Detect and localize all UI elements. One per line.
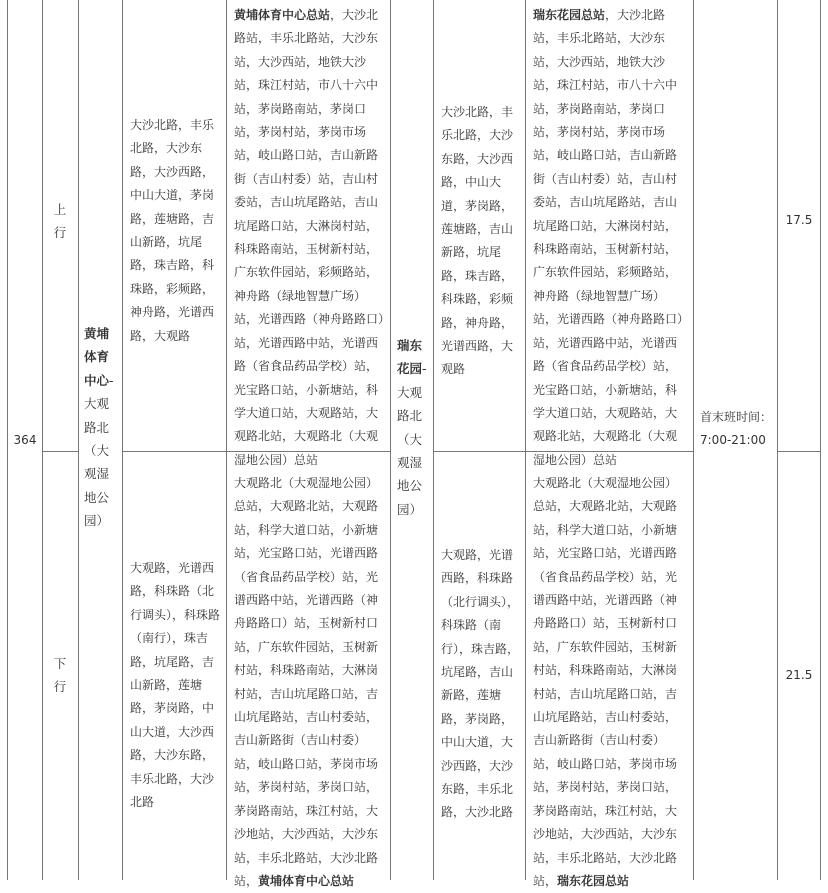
direction-label-down: 下行 (53, 656, 67, 695)
route-name-bold: 黄埔体育中心 (84, 326, 110, 388)
stops-down-b-tail: 瑞东花园总站 (557, 873, 630, 888)
stops-up-b-lead: 瑞东花园总站 (533, 8, 606, 22)
stops-up-a-lead: 黄埔体育中心总站 (234, 8, 331, 22)
stops-up-b (533, 4, 687, 472)
route-number: 364 (13, 433, 37, 447)
row-divider-left (42, 451, 78, 452)
grid-line (777, 0, 778, 880)
stops-down-a-tail: 黄埔体育中心总站 (258, 873, 355, 888)
stops-down-b (533, 472, 687, 893)
grid-line (390, 0, 391, 880)
roads-down-b: 大观路，光谱西路，科珠路（北行调头），科珠路（南行），珠吉路，坑尾路，吉山新路，莲塘路，茅岗路，中山大道，大沙西路，大沙东路，丰乐北路，大沙北路 (441, 548, 520, 820)
stops-up-a-text: ，大沙北路站，丰乐北路站，大沙东站，大沙西站，地铁大沙站，珠江村站，市八十六中站，茅岗路南站，茅岗口站，茅岗村站，茅岗市场站，岐山路口站，吉山新路街（吉山村委）站，吉山村委站，吉山坑尾路站，吉山坑尾路口站，大淋岗村站，科珠路南站，玉树新村站，广东软件园站，彩频路站，神舟路（绿地智慧广场）站，光谱西路（神舟路路口）站，光谱西路中站，光谱西路（省食品药品学校）站，光宝路口站，小新塘站，科学大道口站，大观路站，大观路北站，大观路北（大观湿地公园）总站 (234, 8, 385, 467)
grid-line (525, 0, 526, 880)
roads-up-b: 大沙北路，丰乐北路，大沙东路，大沙西路，中山大道，茅岗路，莲塘路，吉山新路，坑尾路，珠吉路，科珠路，彩频路，神舟路，光谱西路，大观路 (441, 105, 514, 377)
stops-down-a (234, 472, 384, 893)
alt-route-name-bold: 瑞东花园 (397, 338, 423, 377)
alt-route-name (397, 334, 429, 521)
roads-up-a: 大沙北路，丰乐北路，大沙东路，大沙西路，中山大道，茅岗路，莲塘路，吉山新路，坑尾路，珠吉路，科珠路，彩频路，神舟路，光谱西路，大观路 (130, 118, 215, 343)
grid-line (78, 0, 79, 880)
grid-line (693, 0, 694, 880)
grid-line (820, 0, 821, 880)
route-name (84, 322, 118, 533)
roads-down-a: 大观路，光谱西路，科珠路（北行调头），科珠路（南行），珠吉路，坑尾路，吉山新路，莲塘路，茅岗路，中山大道，大沙西路，大沙东路，丰乐北路，大沙北路 (130, 561, 221, 810)
service-hours: 首末班时间：7:00-21:00 (700, 410, 773, 448)
value-up: 17.5 (785, 213, 813, 227)
stops-down-b-text: 大观路北（大观湿地公园）总站，大观路北站，大观路站，科学大道口站，小新塘站，光宝路口站，光谱西路（省食品药品学校）站，光谱西路中站，光谱西路（神舟路路口）站，玉树新村口站，广东软件园站，玉树新村站，科珠路南站，大淋岗村站，吉山坑尾路口站，吉山坑尾路站，吉山村委站，吉山新路街（吉山村委）站，岐山路口站，茅岗市场站，茅岗村站，茅岗口站，茅岗路南站，珠江村站，大沙地站，大沙西站，大沙东站，丰乐北路站，大沙北路站， (533, 476, 678, 888)
stops-up-b-text: ，大沙北路站，丰乐北路站，大沙东站，大沙西站，地铁大沙站，珠江村站，市八十六中站，茅岗路南站，茅岗口站，茅岗村站，茅岗市场站，岐山路口站，吉山新路街（吉山村委）站，吉山村委站，吉山坑尾路站，吉山坑尾路口站，大淋岗村站，科珠路南站，玉树新村站，广东软件园站，彩频路站，神舟路（绿地智慧广场）站，光谱西路（神舟路路口）站，光谱西路中站，光谱西路（省食品药品学校）站，光宝路口站，小新塘站，科学大道口站，大观路站，大观路北站，大观路北（大观湿地公园）总站 (533, 8, 684, 467)
direction-label-up: 上行 (53, 202, 67, 241)
grid-line (42, 0, 43, 880)
value-down: 21.5 (785, 668, 813, 682)
grid-line (433, 0, 434, 880)
route-name-rest: -大观路北（大观湿地公园） (84, 372, 114, 529)
stops-up-a (234, 4, 384, 472)
alt-route-name-rest: -大观路北（大观湿地公园） (397, 361, 427, 517)
stops-down-a-text: 大观路北（大观湿地公园）总站，大观路北站，大观路站，科学大道口站，小新塘站，光宝路口站，光谱西路（省食品药品学校）站，光谱西路中站，光谱西路（神舟路路口）站，玉树新村口站，广东软件园站，玉树新村站，科珠路南站，大淋岗村站，吉山坑尾路口站，吉山坑尾路站，吉山村委站，吉山新路街（吉山村委）站，岐山路口站，茅岗市场站，茅岗村站，茅岗口站，茅岗路南站，珠江村站，大沙地站，大沙西站，大沙东站，丰乐北路站，大沙北路站， (234, 476, 379, 888)
grid-line (122, 0, 123, 880)
grid-line (226, 0, 227, 880)
row-divider-right (777, 451, 820, 452)
